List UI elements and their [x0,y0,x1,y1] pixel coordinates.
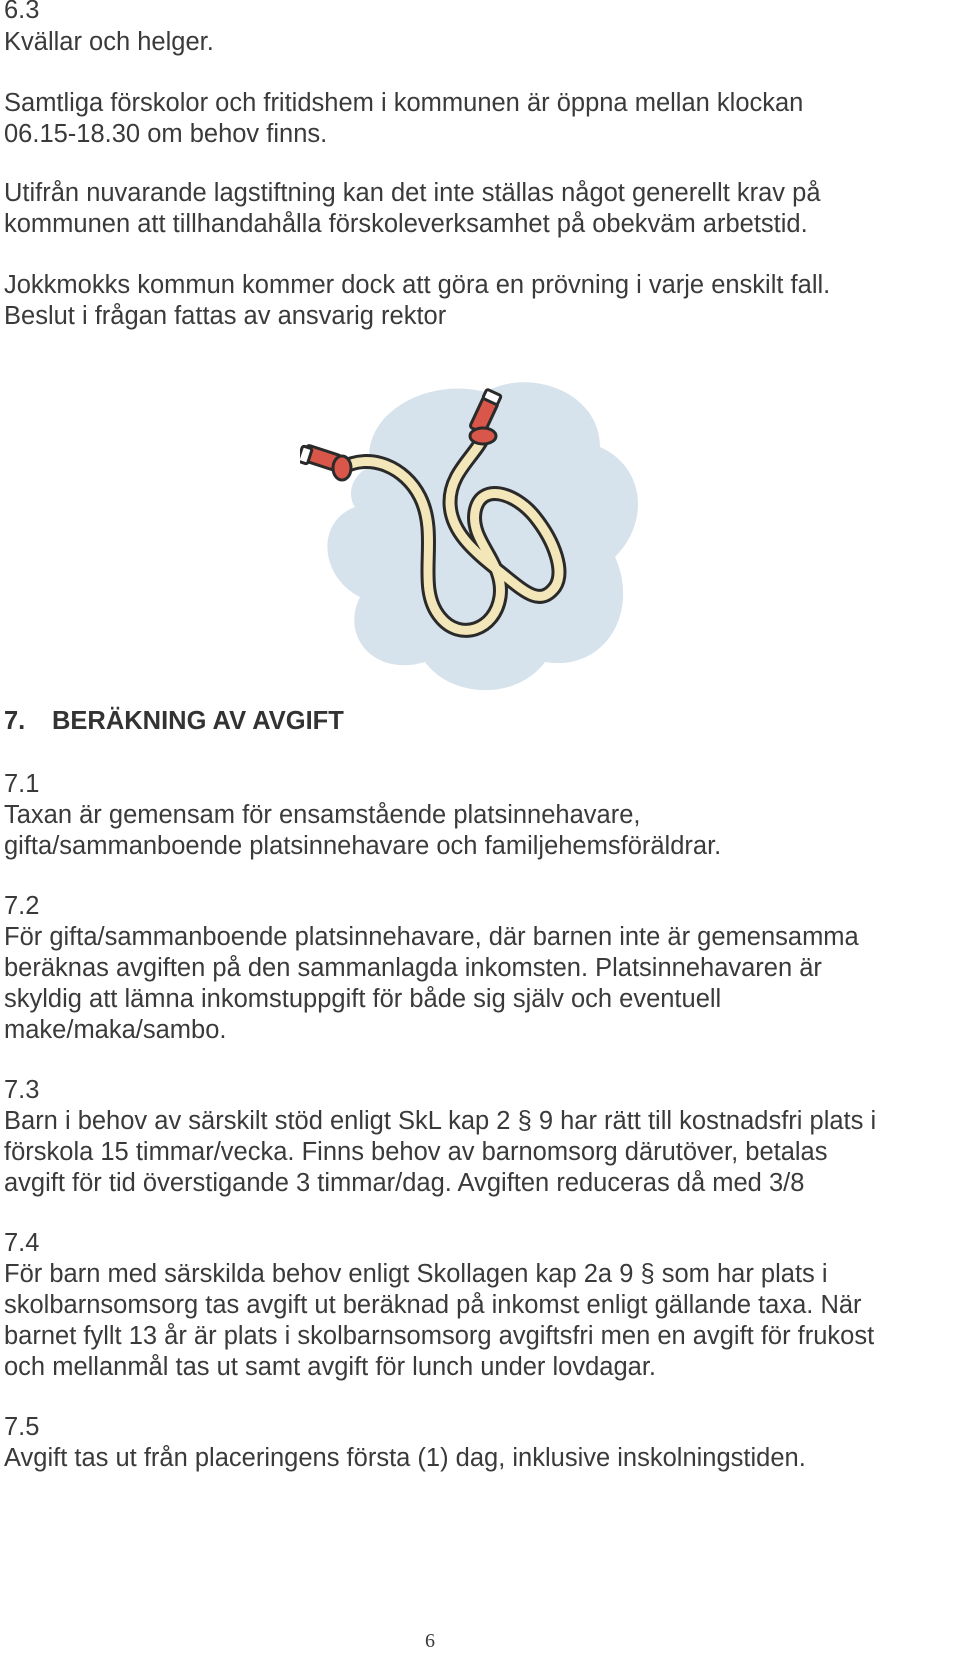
paragraph-line: Samtliga förskolor och fritidshem i kommunen är öppna mellan klockan [4,89,804,117]
section-title-6-3: Kvällar och helger. [4,28,214,56]
paragraph-line: Jokkmokks kommun kommer dock att göra en prövning i varje enskilt fall. [4,271,831,299]
paragraph-line: beräknas avgiften på den sammanlagda inkomsten. Platsinnehavaren är [4,954,822,982]
section-heading-7 [4,705,344,737]
heading-number: 7. [4,707,26,735]
paragraph-line: förskola 15 timmar/vecka. Finns behov av barnomsorg därutöver, betalas [4,1138,828,1166]
paragraph-line: avgift för tid överstigande 3 timmar/dag. Avgiften reduceras då med 3/8 [4,1169,805,1197]
paragraph-line: kommunen att tillhandahålla förskoleverksamhet på obekväm arbetstid. [4,210,808,238]
paragraph-line: För barn med särskilda behov enligt Skollagen kap 2a 9 § som har plats i [4,1260,828,1288]
paragraph-line: make/maka/sambo. [4,1016,227,1044]
paragraph-line: skolbarnsomsorg tas avgift ut beräknad på inkomst enligt gällande taxa. När [4,1291,862,1319]
section-number-7-4: 7.4 [4,1229,40,1257]
paragraph-line: barnet fyllt 13 år är plats i skolbarnsomsorg avgiftsfri men en avgift för frukost [4,1322,875,1350]
paragraph-line: Beslut i frågan fattas av ansvarig rektor [4,302,447,330]
section-number-7-2: 7.2 [4,892,40,920]
page-number: 6 [425,1630,435,1652]
paragraph-line: För gifta/sammanboende platsinnehavare, där barnen inte är gemensamma [4,923,859,951]
jump-rope-icon [300,372,650,692]
paragraph-line: Barn i behov av särskilt stöd enligt SkL kap 2 § 9 har rätt till kostnadsfri plats i [4,1107,877,1135]
paragraph-line: 06.15-18.30 om behov finns. [4,120,328,148]
paragraph-line: Taxan är gemensam för ensamstående platsinnehavare, [4,801,641,829]
left-handle [300,445,351,480]
paragraph-line: gifta/sammanboende platsinnehavare och familjehemsföräldrar. [4,832,722,860]
paragraph-line: skyldig att lämna inkomstuppgift för både sig själv och eventuell [4,985,722,1013]
section-number-6-3: 6.3 [4,0,40,24]
section-number-7-5: 7.5 [4,1413,40,1441]
paragraph-line: Utifrån nuvarande lagstiftning kan det inte ställas något generellt krav på [4,179,821,207]
paragraph-line: Avgift tas ut från placeringens första (1) dag, inklusive inskolningstiden. [4,1444,806,1472]
section-number-7-3: 7.3 [4,1076,40,1104]
heading-text: BERÄKNING AV AVGIFT [52,707,344,735]
section-number-7-1: 7.1 [4,770,40,798]
paragraph-line: och mellanmål tas ut samt avgift för lunch under lovdagar. [4,1353,657,1381]
